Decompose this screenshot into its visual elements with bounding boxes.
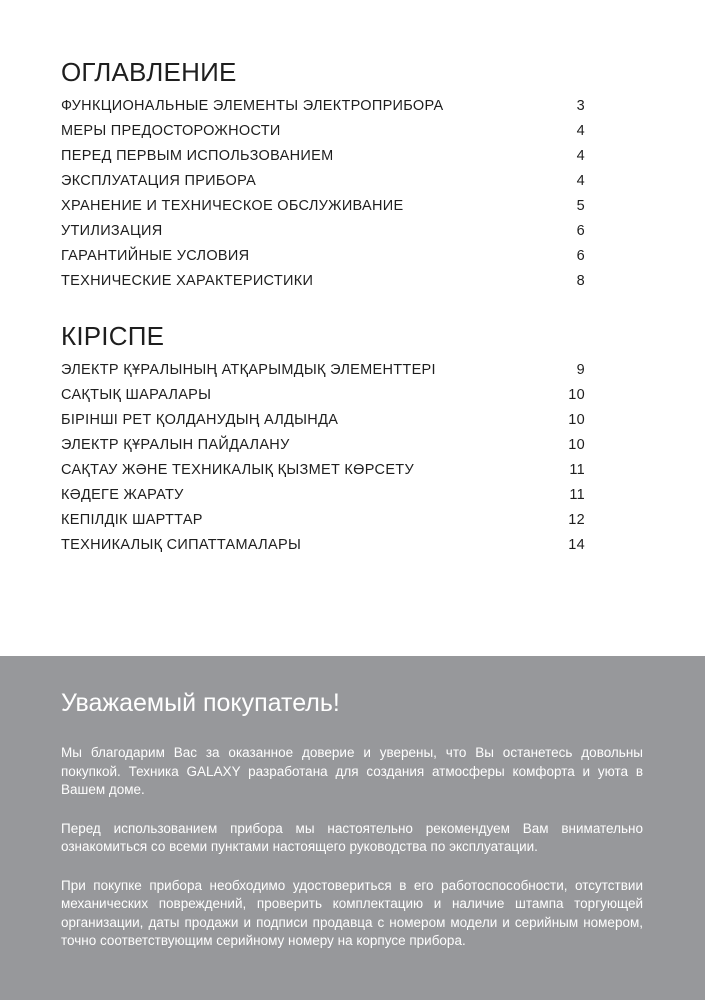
toc-entry-page: 6 (576, 248, 585, 264)
toc-heading-kk: КІРІСПЕ (61, 321, 165, 351)
toc-entry-page: 10 (568, 387, 585, 403)
toc-entry-title: ТЕХНИКАЛЫҚ СИПАТТАМАЛАРЫ (61, 537, 302, 553)
toc-entry-page: 4 (576, 148, 585, 164)
toc-entry-title: ЭЛЕКТР ҚҰРАЛЫН ПАЙДАЛАНУ (61, 437, 290, 453)
toc-entry[interactable] (61, 169, 585, 194)
toc-entry-title: ПЕРЕД ПЕРВЫМ ИСПОЛЬЗОВАНИЕМ (61, 148, 334, 164)
toc-list-kk (61, 358, 585, 558)
toc-section-ru (61, 54, 585, 294)
toc-entry[interactable] (61, 383, 585, 408)
toc-entry-title: ЭКСПЛУАТАЦИЯ ПРИБОРА (61, 173, 257, 189)
toc-entry[interactable] (61, 194, 585, 219)
toc-entry-page: 14 (568, 537, 585, 553)
greeting-paragraph: При покупке прибора необходимо удостовериться в его работоспособности, отсутствии механических повреждений, проверить комплектацию и наличие штампа торгующей организации, даты продажи и подписи продавца с номером модели и серийным номером, точно соответствующим серийному номеру на корпусе прибора. (61, 877, 643, 948)
toc-entry-page: 9 (576, 362, 585, 378)
toc-entry-title: ТЕХНИЧЕСКИЕ ХАРАКТЕРИСТИКИ (61, 273, 314, 289)
toc-entry[interactable] (61, 458, 585, 483)
toc-entry-page: 4 (576, 123, 585, 139)
toc-entry-title: ЭЛЕКТР ҚҰРАЛЫНЫҢ АТҚАРЫМДЫҚ ЭЛЕМЕНТТЕРІ (61, 362, 436, 378)
toc-entry-page: 11 (569, 487, 585, 503)
toc-entry-page: 10 (568, 437, 585, 453)
toc-entry-title: САҚТЫҚ ШАРАЛАРЫ (61, 387, 212, 403)
toc-entry-page: 3 (576, 98, 585, 114)
toc-entry[interactable] (61, 433, 585, 458)
greeting-paragraph: Мы благодарим Вас за оказанное доверие и уверены, что Вы останетесь довольны покупкой. Техника GALAXY разработана для создания атмосферы комфорта и уюта в Вашем доме. (61, 745, 643, 797)
toc-entry-page: 5 (576, 198, 585, 214)
toc-entry[interactable] (61, 533, 585, 558)
toc-entry[interactable] (61, 144, 585, 169)
toc-entry-title: ГАРАНТИЙНЫЕ УСЛОВИЯ (61, 248, 250, 264)
toc-entry-page: 11 (569, 462, 585, 478)
toc-entry-title: ФУНКЦИОНАЛЬНЫЕ ЭЛЕМЕНТЫ ЭЛЕКТРОПРИБОРА (61, 98, 444, 114)
greeting-panel (0, 656, 705, 1000)
toc-entry[interactable] (61, 119, 585, 144)
greeting-body (61, 744, 643, 971)
toc-entry-page: 6 (576, 223, 585, 239)
toc-entry[interactable] (61, 483, 585, 508)
toc-entry-title: КӘДЕГЕ ЖАРАТУ (61, 487, 184, 503)
toc-entry[interactable] (61, 408, 585, 433)
toc-entry-title: САҚТАУ ЖӘНЕ ТЕХНИКАЛЫҚ ҚЫЗМЕТ КӨРСЕТУ (61, 462, 414, 478)
toc-entry-page: 4 (576, 173, 585, 189)
greeting-paragraph: Перед использованием прибора мы настоятельно рекомендуем Вам внимательно ознакомиться со всеми пунктами настоящего руководства по эксплуатации. (61, 820, 643, 854)
toc-section-kk (61, 318, 585, 558)
toc-entry[interactable] (61, 244, 585, 269)
toc-entry-title: ХРАНЕНИЕ И ТЕХНИЧЕСКОЕ ОБСЛУЖИВАНИЕ (61, 198, 404, 214)
toc-entry[interactable] (61, 508, 585, 533)
toc-entry-page: 8 (576, 273, 585, 289)
toc-entry[interactable] (61, 219, 585, 244)
toc-entry-title: КЕПІЛДІК ШАРТТАР (61, 512, 203, 528)
toc-entry-page: 12 (568, 512, 585, 528)
toc-entry-title: УТИЛИЗАЦИЯ (61, 223, 163, 239)
toc-entry-title: БІРІНШІ РЕТ ҚОЛДАНУДЫҢ АЛДЫНДА (61, 412, 339, 428)
toc-list-ru (61, 94, 585, 294)
toc-entry[interactable] (61, 269, 585, 294)
toc-entry-title: МЕРЫ ПРЕДОСТОРОЖНОСТИ (61, 123, 281, 139)
toc-heading-ru: ОГЛАВЛЕНИЕ (61, 57, 237, 87)
greeting-title: Уважаемый покупатель! (61, 689, 340, 717)
toc-entry[interactable] (61, 358, 585, 383)
toc-entry-page: 10 (568, 412, 585, 428)
toc-entry[interactable] (61, 94, 585, 119)
